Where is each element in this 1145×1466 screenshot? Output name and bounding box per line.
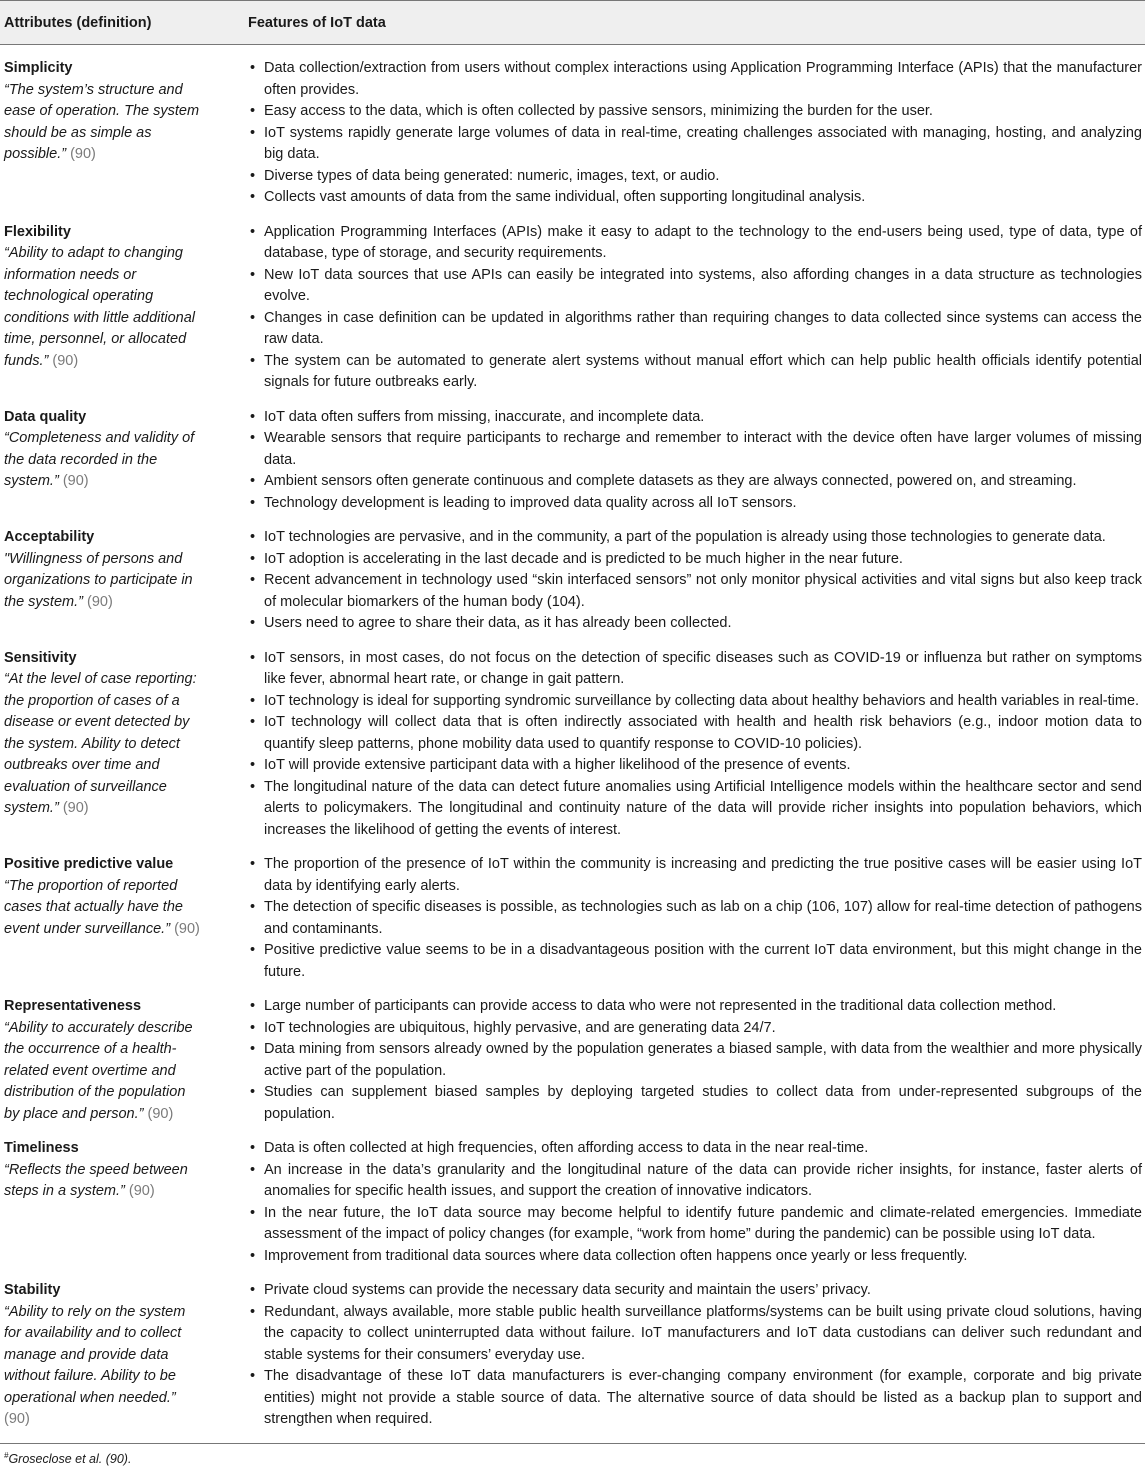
features-list [248,854,1142,983]
attribute-name: Data quality [4,408,87,425]
features-list [248,648,1142,842]
attribute-name: Simplicity [4,60,73,76]
feature-item: • Studies can supplement biased samples by deploying targeted studies to collect data from under-represented subgroups of the population. [248,1082,1142,1125]
feature-item: • Data collection/extraction from users without complex interactions using Application Programming Interface (APIs) that the manufacturer often provides. [248,58,1142,101]
features-list [248,996,1142,1125]
features-cell [248,58,1145,209]
table-row [0,45,1145,209]
feature-item: • Data is often collected at high frequencies, often affording access to data in the near real-time. [248,1138,1142,1160]
table-row [0,394,1145,515]
attribute-name: Representativeness [4,998,142,1014]
attribute-definition [4,876,204,941]
table-row [0,983,1145,1125]
feature-item: • IoT systems rapidly generate large volumes of data in real-time, creating challenges associated with managing, hosting, and analyzing big data. [248,123,1142,166]
feature-item: • Users need to agree to share their data, as it has already been collected. [248,613,1142,635]
features-cell [248,407,1145,515]
feature-item: • Application Programming Interfaces (APIs) make it easy to adapt to the technology to the end-users being used, type of data, type of database, type of storage, and security requirements. [248,222,1142,265]
feature-item: • Collects vast amounts of data from the same individual, often supporting longitudinal analysis. [248,187,1142,209]
feature-item: • Diverse types of data being generated: numeric, images, text, or audio. [248,166,1142,188]
features-list [248,1138,1142,1267]
feature-item: • IoT technologies are pervasive, and in the community, a part of the population is already using those technologies to generate data. [248,527,1142,549]
definition-text: “The system’s structure and ease of operation. The system should be as simple as possible.” [4,81,200,162]
feature-item: • The longitudinal nature of the data can detect future anomalies using Artificial Intelligence models within the healthcare sector and send alerts to policymakers. The longitudinal and continuity nature of the data will provide richer insights into population behaviors, which increases the likelihood of getting the events of interest. [248,777,1142,842]
attribute-definition [4,428,204,493]
definition-text: “Reflects the speed between steps in a system.” [4,1161,188,1199]
attribute-cell [0,854,248,983]
citation-link[interactable]: (90) [87,593,113,610]
table-row [0,514,1145,635]
table-row [0,1267,1145,1431]
feature-item: • The disadvantage of these IoT data manufacturers is ever-changing company environment (for example, corporate and big private entities) might not provide a stable source of data. The alternative source of data should be listed as a backup plan to support and strengthen when required. [248,1366,1142,1431]
definition-text: “The proportion of reported cases that actually have the event under surveillance.” [4,877,183,937]
footnote [0,1444,1145,1466]
attribute-cell [0,58,248,209]
feature-item: • Large number of participants can provide access to data who were not represented in the traditional data collection method. [248,996,1142,1018]
attribute-name: Stability [4,1282,61,1298]
feature-item: • In the near future, the IoT data source may become helpful to identify future pandemic and climate-related emergencies. Immediate assessment of the impact of policy changes (for example, “work from home” during the pandemic) can be possible using IoT data. [248,1203,1142,1246]
features-list [248,222,1142,394]
attribute-definition [4,80,204,166]
citation-link[interactable]: (90) [52,352,79,369]
citation-link[interactable]: (90) [4,1411,30,1427]
citation-link[interactable]: (90) [62,800,89,816]
features-cell [248,1138,1145,1267]
attribute-definition [4,1302,204,1431]
features-list [248,527,1142,635]
citation-link[interactable]: (90) [174,920,200,937]
attribute-cell [0,648,248,842]
definition-text: “Ability to adapt to changing information needs or technological operating conditions with little additional time, personnel, or allocated funds.” [4,245,196,369]
citation-link[interactable]: (90) [147,1105,174,1122]
attribute-name: Flexibility [4,223,71,240]
attribute-cell [0,527,248,635]
feature-item: • Data mining from sensors already owned by the population generates a biased sample, with data from the wealthier and more physically active part of the population. [248,1039,1142,1082]
citation-link[interactable]: (90) [70,146,96,162]
header-features: Features of IoT data [248,14,386,31]
definition-text: "Willingness of persons and organizations to participate in the system.” [4,550,193,610]
feature-item: • Wearable sensors that require participants to recharge and remember to interact with the device often have larger volumes of missing data. [248,428,1142,471]
definition-text: “Completeness and validity of the data recorded in the system.” [4,430,195,489]
attribute-name: Positive predictive value [4,856,174,872]
table-header [0,0,1145,45]
feature-item: • Easy access to the data, which is often collected by passive sensors, minimizing the burden for the user. [248,101,1142,123]
citation-link[interactable]: (90) [62,473,89,489]
attribute-definition [4,1018,204,1126]
attribute-definition [4,243,204,372]
feature-item: • Private cloud systems can provide the necessary data security and maintain the users’ privacy. [248,1280,1142,1302]
footnote-text: Groseclose et al. (90). [8,1451,132,1466]
features-list [248,407,1142,515]
footnote-mark: # [4,1450,9,1460]
attribute-cell [0,1138,248,1267]
table-row [0,635,1145,842]
feature-item: • Improvement from traditional data sources where data collection often happens once yearly or less frequently. [248,1246,1142,1268]
feature-item: • Positive predictive value seems to be in a disadvantageous position with the current IoT data environment, but this might change in the future. [248,940,1142,983]
feature-item: • An increase in the data’s granularity and the longitudinal nature of the data can provide richer insights, for instance, faster alerts of anomalies for specific health issues, and support the creation of innovative indicators. [248,1160,1142,1203]
features-cell [248,648,1145,842]
features-list [248,58,1142,209]
features-list [248,1280,1142,1431]
feature-item: • Ambient sensors often generate continuous and complete datasets as they are always connected, powered on, and streaming. [248,471,1142,493]
attribute-cell [0,407,248,515]
feature-item: • IoT technology will collect data that is often indirectly associated with health and health risk behaviors (e.g., indoor motion data to quantify sleep patterns, phone mobility data used to quantify response to COVID-10 policies). [248,712,1142,755]
attribute-name: Sensitivity [4,649,77,666]
feature-item: • Recent advancement in technology used “skin interfaced sensors” not only monitor physical activities and vital signs but also keep track of molecular biomarkers of the human body (104). [248,570,1142,613]
table-row [0,841,1145,983]
feature-item: • IoT sensors, in most cases, do not focus on the detection of specific diseases such as COVID-19 or influenza but rather on symptoms like fever, abnormal heart rate, or change in gait pattern. [248,648,1142,691]
attribute-definition [4,549,204,614]
feature-item: • Changes in case definition can be updated in algorithms rather than requiring changes to data collected since systems can access the raw data. [248,308,1142,351]
table-row [0,209,1145,394]
feature-item: • Technology development is leading to improved data quality across all IoT sensors. [248,493,1142,515]
attribute-cell [0,1280,248,1431]
features-cell [248,996,1145,1125]
citation-link[interactable]: (90) [128,1183,155,1199]
definition-text: “Ability to rely on the system for availability and to collect manage and provide data without failure. Ability to be operational when needed.” [4,1303,186,1406]
features-cell [248,854,1145,983]
attribute-name: Acceptability [4,529,95,545]
attribute-name: Timeliness [4,1140,79,1156]
feature-item: • IoT data often suffers from missing, inaccurate, and incomplete data. [248,407,1142,429]
feature-item: • IoT will provide extensive participant data with a higher likelihood of the presence of events. [248,755,1142,777]
feature-item: • The system can be automated to generate alert systems without manual effort which can help public health officials identify potential signals for future outbreaks early. [248,351,1142,394]
header-attributes: Attributes (definition) [4,14,152,31]
features-cell [248,1280,1145,1431]
attribute-cell [0,222,248,394]
attribute-cell [0,996,248,1125]
table-body [0,45,1145,1431]
feature-item: • New IoT data sources that use APIs can easily be integrated into systems, also affording changes in a data structure as technologies evolve. [248,265,1142,308]
attribute-definition [4,669,204,820]
definition-text: “At the level of case reporting: the proportion of cases of a disease or event detected by the system. Ability to detect outbreaks over time and evaluation of surveillance system.” [4,671,197,816]
features-cell [248,222,1145,394]
feature-item: • The detection of specific diseases is possible, as technologies such as lab on a chip (106, 107) allow for real-time detection of pathogens and contaminants. [248,897,1142,940]
feature-item: • IoT technologies are ubiquitous, highly pervasive, and are generating data 24/7. [248,1018,1142,1040]
definition-text: “Ability to accurately describe the occurrence of a health-related event overtime and distribution of the population by place and person.” [4,1019,193,1122]
table-row [0,1125,1145,1267]
feature-item: • Redundant, always available, more stable public health surveillance platforms/systems can be built using private cloud solutions, having the capacity to collect uninterrupted data without failure. IoT manufacturers and IoT data custodians can deliver such redundant and stable systems for their consumers’ everyday use. [248,1302,1142,1367]
feature-item: • IoT adoption is accelerating in the last decade and is predicted to be much higher in the near future. [248,549,1142,571]
features-cell [248,527,1145,635]
attribute-definition [4,1160,204,1203]
feature-item: • The proportion of the presence of IoT within the community is increasing and predicting the true positive cases will be easier using IoT data by identifying early alerts. [248,854,1142,897]
feature-item: • IoT technology is ideal for supporting syndromic surveillance by collecting data about healthy behaviors and health variables in real-time. [248,691,1142,713]
